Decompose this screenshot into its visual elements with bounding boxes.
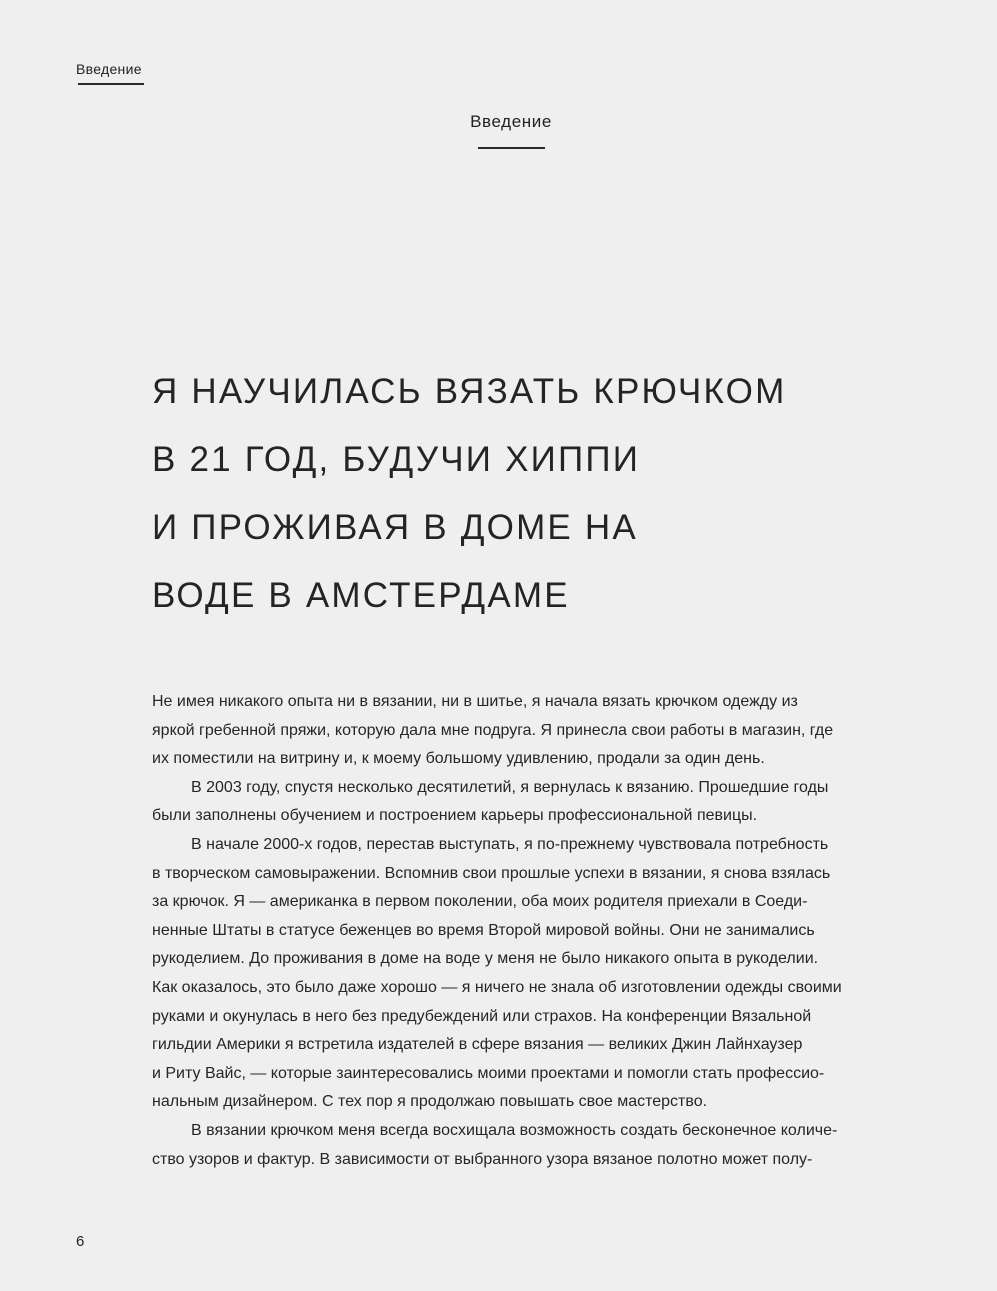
paragraph-line: Как оказалось, это было даже хорошо — я ничего не знала об изготовлении одежды своими [152, 978, 842, 996]
paragraph-line: В 2003 году, спустя несколько десятилетий, я вернулась к вязанию. Прошедшие годы [191, 778, 829, 796]
paragraph-line: нальным дизайнером. С тех пор я продолжаю повышать свое мастерство. [152, 1093, 708, 1111]
section-title: Введение [470, 112, 552, 131]
running-head: Введение [76, 61, 142, 77]
paragraph-line: В начале 2000-х годов, перестав выступать, я по-прежнему чувствовала потребность [191, 835, 829, 853]
body-text [152, 688, 872, 1174]
headline-line: Я НАУЧИЛАСЬ ВЯЗАТЬ КРЮЧКОМ [152, 372, 787, 411]
headline [152, 358, 912, 630]
paragraph-line: рукоделием. До проживания в доме на воде у меня не было никакого опыта в рукоделии. [152, 950, 819, 968]
section-title-rule [478, 147, 545, 149]
page-number: 6 [76, 1233, 85, 1250]
paragraph-line: ненные Штаты в статусе беженцев во время Второй мировой войны. Они не занимались [152, 921, 815, 939]
paragraph-line: за крючок. Я — американка в первом поколении, оба моих родителя приехали в Соеди- [152, 893, 808, 911]
paragraph-line: ство узоров и фактур. В зависимости от выбранного узора вязаное полотно может полу- [152, 1150, 813, 1168]
headline-line: В 21 ГОД, БУДУЧИ ХИППИ [152, 440, 641, 479]
running-head-rule [78, 83, 144, 85]
paragraph-line: гильдии Америки я встретила издателей в сфере вязания — великих Джин Лайнхаузер [152, 1036, 803, 1054]
paragraph-line: их поместили на витрину и, к моему большому удивлению, продали за один день. [152, 750, 765, 768]
paragraph-line: В вязании крючком меня всегда восхищала возможность создать бесконечное количе- [191, 1121, 838, 1139]
paragraph-line: Не имея никакого опыта ни в вязании, ни в шитье, я начала вязать крючком одежду из [152, 693, 798, 710]
headline-line: ВОДЕ В АМСТЕРДАМЕ [152, 576, 570, 615]
paragraph-line: яркой гребенной пряжи, которую дала мне подруга. Я принесла свои работы в магазин, где [152, 721, 834, 739]
headline-line: И ПРОЖИВАЯ В ДОМЕ НА [152, 508, 638, 547]
paragraph-line: и Риту Вайс, — которые заинтересовались моими проектами и помогли стать профессио- [152, 1064, 825, 1082]
paragraph-line: были заполнены обучением и построением карьеры профессиональной певицы. [152, 807, 758, 825]
paragraph-line: в творческом самовыражении. Вспомнив свои прошлые успехи в вязании, я снова взялась [152, 864, 831, 882]
paragraph-line: руками и окунулась в него без предубеждений или страхов. На конференции Вязальной [152, 1007, 812, 1025]
